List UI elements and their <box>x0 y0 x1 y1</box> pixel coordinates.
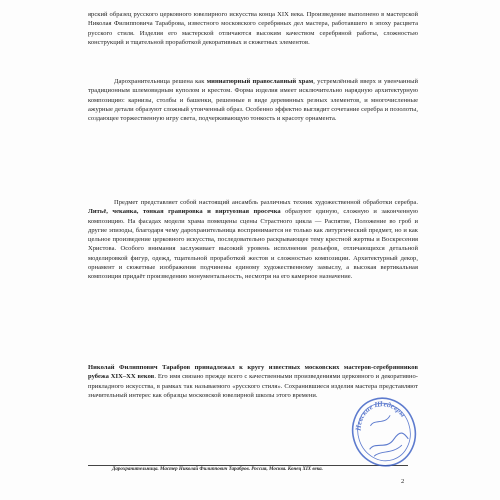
paragraph-form-text-2: , устремлённый вверх и увенчанный традиционным шлемовидным куполом и крестом. Форма изделия имеет исключительно нарядную архитектурную композицию: карнизы, столбы и башенки, решенные в виде деревянных резных элементов, и многочисленные ажурные детали образуют сложный утонченный образ. Особенно эффектно выглядит сочетание серебра и позолоты, создающее торжественную игру света, подчеркивающую тонкость и красоту орнамента. <box>88 78 418 123</box>
paragraph-intro-text: ярский образец русского церковного ювелирного искусства конца XIX века. Произведение выполнено в мастерской Николая Филипповича Тараброва, известного московского серебряных дел мастера, работавшего в эпоху расцвета русского стиля. Изделия его мастерской отличаются высоким качеством серебряной работы, сложностью конструкций и тщательной проработкой декоративных и сюжетных элементов. <box>88 11 418 46</box>
footer-caption: Дарохранительница. Мастер Николай Филиппович Тарабров. Россия, Москва. Конец XIX века. <box>112 467 323 472</box>
paragraph-techniques <box>88 198 418 282</box>
paragraph-form-text-1: Дарохранительница решена как <box>114 78 207 85</box>
svg-text:Невские Шедевры: Невские Шедевры <box>353 398 408 432</box>
paragraph-techniques-bold: Литьё, чеканка, тонкая гравировка и виртуозная просечка <box>88 208 281 216</box>
paragraph-form <box>88 77 418 123</box>
paragraph-techniques-text-1: Предмет представляет собой настоящий ансамбль различных техник художественной обработки серебра. <box>114 199 418 206</box>
paragraph-form-bold: миниатюрный православный храм <box>206 78 314 85</box>
paragraph-master-text: . Его имя связано прежде всего с качественными произведениями церковного и декоративно-прикладного искусства, в рамках так называемого «русского стиля». Сохранившиеся изделия мастера представляют значительный интерес как образцы московской ювелирной школы этого времени. <box>88 373 418 399</box>
round-seal-stamp <box>347 392 421 472</box>
paragraph-techniques-text-2: образуют единую, сложную и законченную композицию. На фасадах модели храма помещены сцены Страстного цикла — Распятие, Положение во гроб и другие эпизоды, благодаря чему дарохранительница воспринимается не только как литургический предмет, но и как цельное произведение церковного искусства, последовательно раскрывающее тему крестной жертвы и Воскресения Христова. Особого внимания заслуживает высокий уровень исполнения рельефов, отличающихся детальной моделировкой фигур, одежд, тщательной проработкой жестов и сложностью композиции. Архитектурный декор, орнамент и сюжетные изображения подчинены единому художественному замыслу, а высокая вертикальная композиция придаёт произведению монументальность, несмотря на его камерное назначение. <box>88 208 418 281</box>
paragraph-master-bold: Николай Филиппович Тарабров принадлежал к кругу известных московских мастеров-серебрянников рубежа XIX–XX веков <box>88 364 418 381</box>
paragraph-intro <box>88 10 418 47</box>
page-number: 2 <box>401 478 405 485</box>
